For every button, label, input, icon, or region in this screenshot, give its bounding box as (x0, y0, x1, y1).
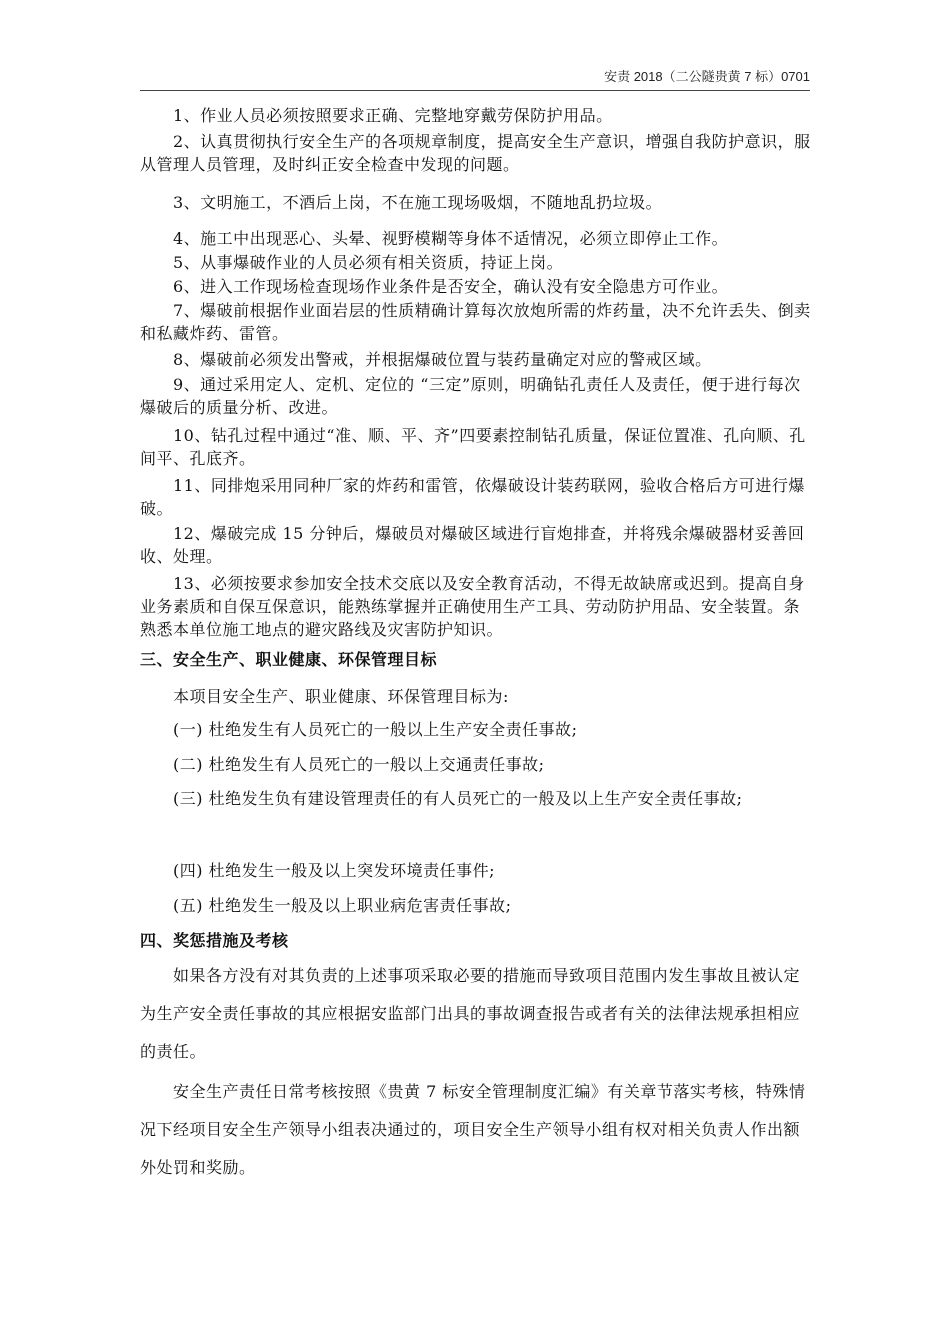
target-item-3: (三) 杜绝发生负有建设管理责任的有人员死亡的一般及以上生产安全责任事故; (173, 789, 743, 808)
target-item-5: (五) 杜绝发生一般及以上职业病危害责任事故; (173, 896, 512, 915)
target-item-4: (四) 杜绝发生一般及以上突发环境责任事件; (173, 861, 495, 880)
rule-item-9: 9、通过采用定人、定机、定位的 “三定”原则，明确钻孔责任人及责任，便于进行每次爆破后的质量分析、改进。 (140, 375, 801, 417)
rule-item-2: 2、认真贯彻执行安全生产的各项规章制度，提高安全生产意识，增强自我防护意识，服从管理人员管理，及时纠正安全检查中发现的问题。 (140, 132, 811, 174)
rule-item-6: 6、进入工作现场检查现场作业条件是否安全，确认没有安全隐患方可作业。 (173, 277, 729, 296)
rule-item-3: 3、文明施工，不酒后上岗，不在施工现场吸烟，不随地乱扔垃圾。 (173, 193, 663, 212)
rule-item-11: 11、同排炮采用同种厂家的炸药和雷管，依爆破设计装药联网，验收合格后方可进行爆破。 (140, 476, 805, 518)
rule-item-1: 1、作业人员必须按照要求正确、完整地穿戴劳保防护用品。 (173, 106, 613, 125)
rule-item-7: 7、爆破前根据作业面岩层的性质精确计算每次放炮所需的炸药量，决不允许丢失、倒卖和私藏炸药、雷管。 (140, 301, 811, 343)
rule-item-5: 5、从事爆破作业的人员必须有相关资质，持证上岗。 (173, 253, 564, 272)
targets-intro: 本项目安全生产、职业健康、环保管理目标为: (173, 687, 509, 706)
rule-item-4: 4、施工中出现恶心、头晕、视野模糊等身体不适情况，必须立即停止工作。 (173, 229, 729, 248)
rule-item-13: 13、必须按要求参加安全技术交底以及安全教育活动，不得无故缺席或迟到。提高自身业务素质和自保互保意识，能熟练掌握并正确使用生产工具、劳动防护用品、安全装置。条熟悉本单位施工地点的避灾路线及灾害防护知识。 (140, 574, 805, 639)
section-heading-rewards: 四、奖惩措施及考核 (140, 931, 289, 950)
rule-item-12: 12、爆破完成 15 分钟后，爆破员对爆破区域进行盲炮排查，并将残余爆破器材妥善回收、处理。 (140, 524, 805, 566)
rewards-paragraph-2: 安全生产责任日常考核按照《贵黄 7 标安全管理制度汇编》有关章节落实考核，特殊情况下经项目安全生产领导小组表决通过的，项目安全生产领导小组有权对相关负责人作出额外处罚和奖励。 (140, 1082, 806, 1177)
target-item-1: (一) 杜绝发生有人员死亡的一般以上生产安全责任事故; (173, 720, 578, 739)
document-code-header: 安责 2018（二公隧贵黄 7 标）0701 (604, 69, 810, 84)
rewards-paragraph-1: 如果各方没有对其负责的上述事项采取必要的措施而导致项目范围内发生事故且被认定为生产安全责任事故的其应根据安监部门出具的事故调查报告或者有关的法律法规承担相应的责任。 (140, 966, 801, 1061)
section-heading-targets: 三、安全生产、职业健康、环保管理目标 (140, 650, 438, 669)
header-rule (140, 90, 810, 91)
rule-item-10: 10、钻孔过程中通过“准、顺、平、齐”四要素控制钻孔质量，保证位置准、孔向顺、孔间平、孔底齐。 (140, 426, 806, 468)
target-item-2: (二) 杜绝发生有人员死亡的一般以上交通责任事故; (173, 755, 545, 774)
rule-item-8: 8、爆破前必须发出警戒，并根据爆破位置与装药量确定对应的警戒区域。 (173, 350, 712, 369)
